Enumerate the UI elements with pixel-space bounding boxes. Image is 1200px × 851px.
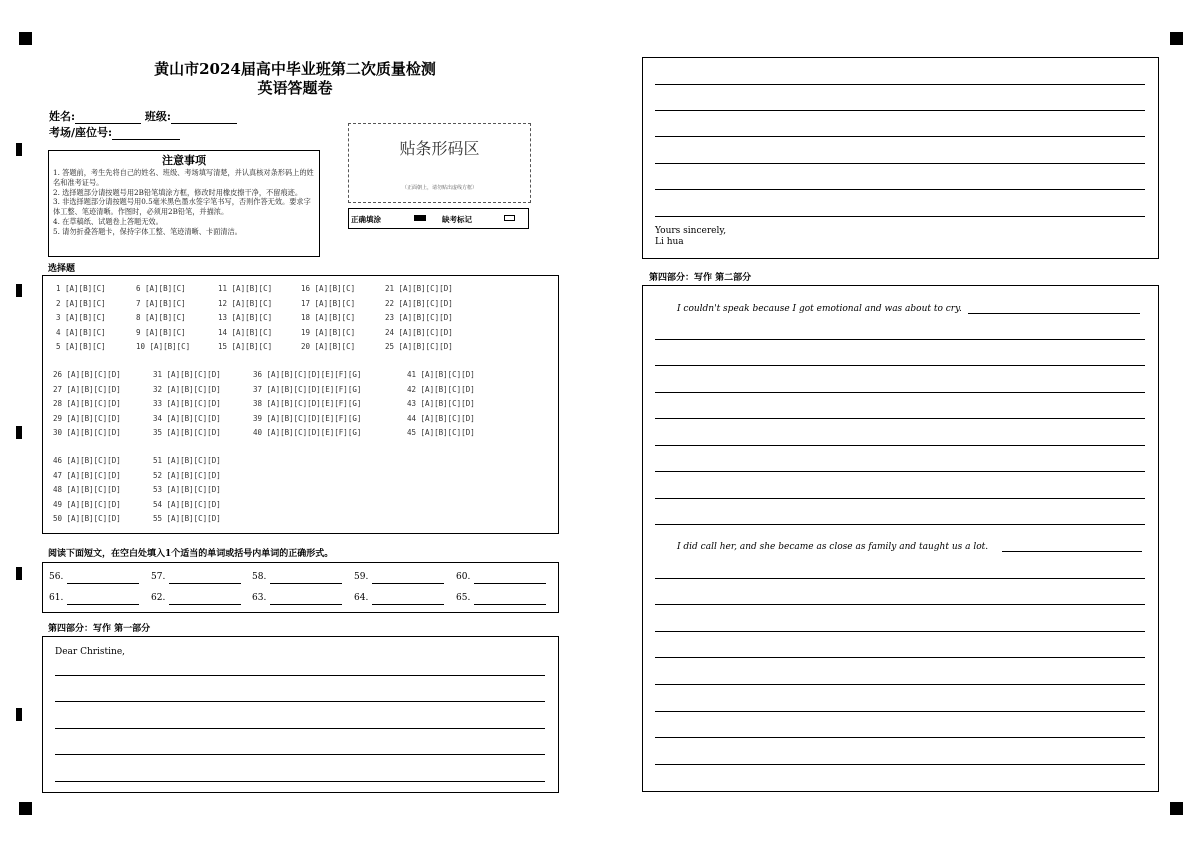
writing-line[interactable]: [655, 711, 1145, 712]
writing-line[interactable]: [655, 684, 1145, 685]
choice-question[interactable]: 30 [A][B][C][D]: [53, 428, 121, 437]
notice-box: [48, 150, 320, 257]
choice-question[interactable]: 43 [A][B][C][D]: [407, 399, 475, 408]
page-subtitle: 英语答题卷: [257, 79, 333, 97]
choice-question[interactable]: 14 [A][B][C]: [218, 327, 273, 337]
blank-number: 61.: [49, 593, 64, 603]
margin-mark: [16, 567, 22, 580]
blank-number: 58.: [252, 572, 267, 582]
corner-mark: [1170, 32, 1183, 45]
choice-question[interactable]: 21 [A][B][C][D]: [385, 284, 453, 293]
writing2-box: [642, 285, 1159, 792]
blank-number: 59.: [354, 572, 369, 582]
choice-question[interactable]: 26 [A][B][C][D]: [53, 370, 121, 379]
writing-line[interactable]: [55, 754, 545, 755]
choice-question[interactable]: 8 [A][B][C]: [136, 313, 186, 322]
choice-question[interactable]: 46 [A][B][C][D]: [53, 456, 121, 465]
choice-question[interactable]: 11 [A][B][C]: [218, 284, 273, 293]
name-label: 姓名:: [49, 110, 76, 123]
fill-legend: [348, 208, 529, 229]
blank-number: 56.: [49, 572, 64, 582]
seat-info-row: [49, 124, 180, 140]
choice-question[interactable]: 51 [A][B][C][D]: [153, 456, 221, 465]
writing-line[interactable]: [655, 189, 1145, 190]
barcode-area: [348, 123, 531, 203]
blank-answer-line[interactable]: [270, 583, 342, 584]
blank-answer-line[interactable]: [169, 604, 241, 605]
writing-line[interactable]: [655, 471, 1145, 472]
choice-question[interactable]: 16 [A][B][C]: [301, 284, 356, 293]
letter-closing: Yours sincerely,: [655, 226, 727, 236]
blank-answer-line[interactable]: [474, 604, 546, 605]
choice-question[interactable]: 50 [A][B][C][D]: [53, 514, 121, 523]
writing-line[interactable]: [655, 163, 1145, 164]
choice-question[interactable]: 45 [A][B][C][D]: [407, 428, 475, 437]
correct-fill-sample: [414, 215, 426, 221]
writing-line[interactable]: [655, 418, 1145, 419]
writing-line[interactable]: [655, 578, 1145, 579]
letter-greeting: Dear Christine,: [55, 647, 126, 657]
notice-title: 注意事项: [162, 154, 206, 167]
choice-question[interactable]: 7 [A][B][C]: [136, 298, 186, 308]
writing-line[interactable]: [655, 365, 1145, 366]
choice-question[interactable]: 2 [A][B][C]: [56, 298, 106, 308]
choice-question[interactable]: 42 [A][B][C][D]: [407, 384, 475, 394]
choice-question[interactable]: 41 [A][B][C][D]: [407, 370, 475, 379]
letter-signature: Li hua: [655, 237, 684, 247]
choice-question[interactable]: 35 [A][B][C][D]: [153, 428, 221, 437]
barcode-title: 贴条形码区: [399, 139, 480, 158]
choice-question[interactable]: 31 [A][B][C][D]: [153, 370, 221, 379]
choice-question[interactable]: 28 [A][B][C][D]: [53, 399, 121, 408]
writing-line[interactable]: [55, 675, 545, 676]
choice-question[interactable]: 47 [A][B][C][D]: [53, 470, 121, 480]
choice-question[interactable]: 15 [A][B][C]: [218, 342, 273, 351]
blank-number: 63.: [252, 593, 267, 603]
writing1-box-left: [42, 636, 559, 793]
writing-line[interactable]: [655, 339, 1145, 340]
corner-mark: [1170, 802, 1183, 815]
margin-mark: [16, 708, 22, 721]
choice-question[interactable]: 6 [A][B][C]: [136, 284, 186, 293]
writing-line[interactable]: [655, 445, 1145, 446]
choice-question[interactable]: 17 [A][B][C]: [301, 298, 356, 308]
writing-line[interactable]: [968, 313, 1140, 314]
choice-question[interactable]: 36 [A][B][C][D][E][F][G]: [253, 370, 362, 379]
notice-list: [49, 168, 319, 237]
choice-question[interactable]: 19 [A][B][C]: [301, 327, 356, 337]
choice-question[interactable]: 27 [A][B][C][D]: [53, 384, 121, 394]
writing-line[interactable]: [655, 498, 1145, 499]
fill-section-label: 阅读下面短文，在空白处填入1个适当的单词或括号内单词的正确形式。: [48, 549, 334, 559]
choice-question[interactable]: 9 [A][B][C]: [136, 327, 186, 337]
choice-question[interactable]: 1 [A][B][C]: [56, 284, 106, 293]
choice-question[interactable]: 55 [A][B][C][D]: [153, 514, 221, 523]
blank-answer-line[interactable]: [169, 583, 241, 584]
continuation-prompt-1: I couldn't speak because I got emotional and was about to cry.: [677, 304, 962, 314]
choice-question[interactable]: 40 [A][B][C][D][E][F][G]: [253, 428, 362, 437]
seat-field[interactable]: [112, 139, 180, 140]
choice-question[interactable]: 10 [A][B][C]: [136, 342, 191, 351]
notice-item: 1. 答题前，考生先将自己的姓名、班级、考场填写清楚，并认真核对条形码上的姓名和准考证号。: [53, 168, 314, 187]
blank-number: 57.: [151, 572, 166, 582]
writing1-box-right: [642, 57, 1159, 259]
writing-line[interactable]: [655, 737, 1145, 738]
blank-answer-line[interactable]: [474, 583, 546, 584]
writing1-section-label: 第四部分：写作 第一部分: [48, 624, 151, 634]
writing-line[interactable]: [655, 216, 1145, 217]
margin-mark: [16, 143, 22, 156]
seat-label: 考场/座位号:: [49, 126, 113, 139]
margin-mark: [16, 426, 22, 439]
choice-question[interactable]: 24 [A][B][C][D]: [385, 327, 453, 337]
class-label: 班级:: [144, 110, 171, 123]
blank-number: 65.: [456, 593, 471, 603]
choice-question[interactable]: 32 [A][B][C][D]: [153, 384, 221, 394]
blank-number: 64.: [354, 593, 369, 603]
notice-item: 5. 请勿折叠答题卡，保持字体工整、笔迹清晰、卡面清洁。: [53, 226, 242, 236]
notice-item: 4. 在草稿纸、试题卷上答题无效。: [53, 216, 163, 226]
choice-question[interactable]: 29 [A][B][C][D]: [53, 413, 121, 423]
absent-mark-label: 缺考标记: [442, 215, 472, 224]
corner-mark: [19, 802, 32, 815]
choice-question[interactable]: 22 [A][B][C][D]: [385, 298, 453, 308]
choice-question[interactable]: 33 [A][B][C][D]: [153, 399, 221, 408]
choice-question[interactable]: 54 [A][B][C][D]: [153, 499, 221, 509]
writing-line[interactable]: [655, 524, 1145, 525]
choice-question[interactable]: 49 [A][B][C][D]: [53, 499, 121, 509]
writing-line[interactable]: [655, 136, 1145, 137]
blank-answer-line[interactable]: [270, 604, 342, 605]
writing2-section-label: 第四部分：写作 第二部分: [649, 273, 752, 283]
blank-answer-line[interactable]: [67, 604, 139, 605]
margin-mark: [16, 284, 22, 297]
choice-question[interactable]: 39 [A][B][C][D][E][F][G]: [253, 413, 362, 423]
choice-question[interactable]: 3 [A][B][C]: [56, 313, 106, 322]
writing-line[interactable]: [655, 631, 1145, 632]
choice-question[interactable]: 23 [A][B][C][D]: [385, 313, 453, 322]
page-title: 黄山市2024届高中毕业班第二次质量检测: [154, 60, 436, 78]
choice-question[interactable]: 37 [A][B][C][D][E][F][G]: [253, 384, 362, 394]
blank-answer-line[interactable]: [372, 583, 444, 584]
correct-fill-label: 正确填涂: [351, 215, 381, 224]
continuation-prompt-2: I did call her, and she became as close as family and taught us a lot.: [677, 542, 989, 552]
blank-number: 60.: [456, 572, 471, 582]
choice-question[interactable]: 4 [A][B][C]: [56, 327, 106, 337]
writing-line[interactable]: [55, 781, 545, 782]
choice-question[interactable]: 53 [A][B][C][D]: [153, 485, 221, 494]
choice-question[interactable]: 20 [A][B][C]: [301, 342, 356, 351]
notice-item: 2. 选择题部分请按题号用2B铅笔填涂方框，修改时用橡皮擦干净，不留痕迹。: [53, 187, 303, 197]
choice-question[interactable]: 52 [A][B][C][D]: [153, 470, 221, 480]
barcode-note: （正面朝上，请勿贴出虚线方框）: [401, 185, 477, 191]
choice-section-label: 选择题: [48, 264, 76, 274]
notice-item: 3. 非选择题部分请按题号用0.5毫米黑色墨水签字笔书写，否则作答无效。要求字体工整、笔迹清晰。作图时，必须用2B铅笔，并描浓。: [53, 197, 311, 217]
choice-question[interactable]: 5 [A][B][C]: [56, 342, 106, 351]
class-field[interactable]: [171, 123, 237, 124]
writing-line[interactable]: [655, 657, 1145, 658]
writing-line[interactable]: [655, 84, 1145, 85]
choice-question[interactable]: 44 [A][B][C][D]: [407, 413, 475, 423]
choice-question[interactable]: 34 [A][B][C][D]: [153, 413, 221, 423]
choice-question[interactable]: 18 [A][B][C]: [301, 313, 356, 322]
corner-mark: [19, 32, 32, 45]
blank-answer-line[interactable]: [372, 604, 444, 605]
choice-question[interactable]: 25 [A][B][C][D]: [385, 342, 453, 351]
blank-number: 62.: [151, 593, 166, 603]
choice-question[interactable]: 48 [A][B][C][D]: [53, 485, 121, 494]
choice-question[interactable]: 13 [A][B][C]: [218, 313, 273, 322]
writing-line[interactable]: [1002, 551, 1142, 552]
writing-line[interactable]: [655, 110, 1145, 111]
choice-question[interactable]: 12 [A][B][C]: [218, 298, 273, 308]
writing-line[interactable]: [655, 392, 1145, 393]
writing-line[interactable]: [655, 764, 1145, 765]
choice-question[interactable]: 38 [A][B][C][D][E][F][G]: [253, 399, 362, 408]
fill-box: [42, 562, 559, 613]
writing-line[interactable]: [55, 728, 545, 729]
student-info-row: [49, 108, 237, 124]
blank-answer-line[interactable]: [67, 583, 139, 584]
absent-mark-box[interactable]: [504, 215, 515, 221]
writing-line[interactable]: [655, 604, 1145, 605]
writing-line[interactable]: [55, 701, 545, 702]
